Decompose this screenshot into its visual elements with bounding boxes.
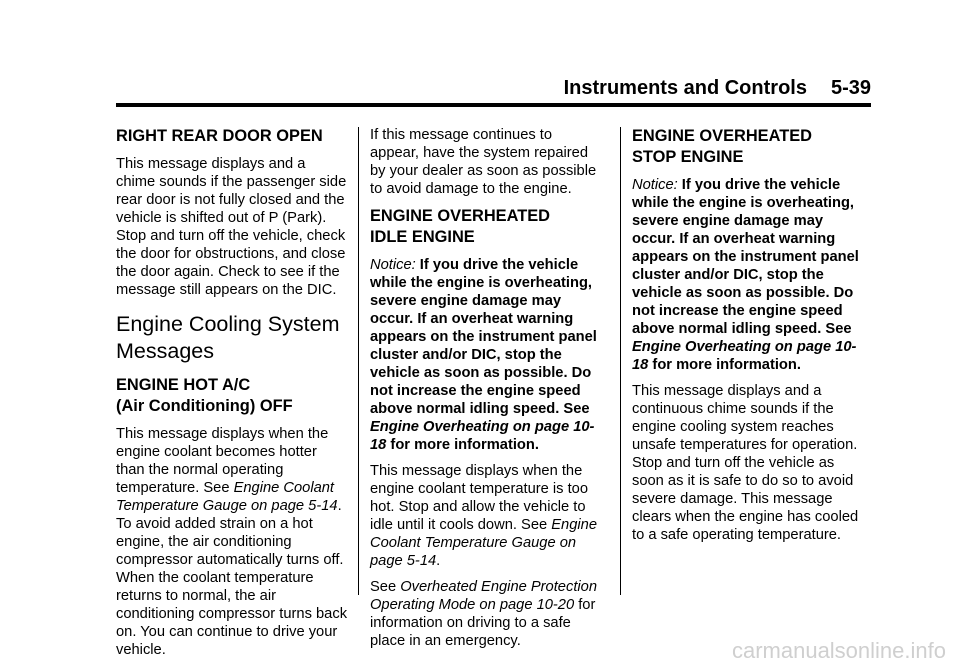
- paragraph-right-rear-door: This message displays and a chime sounds if the passenger side rear door is not fully closed and the vehicle is shifted out of P (Park). Stop and turn off the vehicle, check the door for obstructions, and close the door again. Check to see if the message still appears on the DIC.: [116, 156, 347, 298]
- column-middle: [370, 126, 602, 658]
- paragraph-engine-hot-ac: This message displays when the engine coolant becomes hotter than the normal operating temperature. See Engine Coolant Temperature Gauge on page 5-14. To avoid added strain on a hot engine, the air conditioning compressor automatically turns off. When the coolant temperature returns to normal, the air conditioning compressor turns back on. You can continue to drive your vehicle.: [116, 426, 348, 658]
- paragraph-see-protection: See Overheated Engine Protection Operating Mode on page 10-20 for information on driving to a safe place in an emergency.: [370, 579, 597, 649]
- notice-label: Notice:: [370, 257, 416, 273]
- paragraph-continue-to-appear: If this message continues to appear, have the system repaired by your dealer as soon as possible to avoid damage to the engine.: [370, 127, 597, 197]
- header-rule: [116, 103, 871, 107]
- paragraph-stop-engine: This message displays and a continuous chime sounds if the engine cooling system reaches unsafe temperatures for operation. Stop and turn off the vehicle as soon as it is safe to do so to avoid severe damage. This message clears when the engine has cooled to a safe operating temperature.: [632, 383, 859, 543]
- heading-engine-overheated-idle: ENGINE OVERHEATED IDLE ENGINE: [370, 207, 551, 246]
- cross-reference: Engine Coolant Temperature Gauge on page 5-14: [116, 480, 338, 514]
- watermark: carmanualsonline.info: [731, 638, 946, 663]
- heading-engine-overheated-stop: ENGINE OVERHEATED STOP ENGINE: [632, 127, 813, 166]
- cross-reference: Engine Coolant Temperature Gauge on page 5-14: [370, 517, 597, 569]
- section-title: Instruments and Controls: [563, 77, 807, 99]
- cross-reference: Engine Overheating on page 10-18: [370, 419, 595, 453]
- heading-engine-hot-ac: ENGINE HOT A/C (Air Conditioning) OFF: [116, 376, 293, 415]
- cross-reference: Engine Overheating on page 10-18: [632, 339, 857, 373]
- column-left: [116, 126, 348, 667]
- paragraph-idle-engine: This message displays when the engine coolant temperature is too hot. Stop and allow the vehicle to idle until it cools down. See Engine Coolant Temperature Gauge on page 5-14.: [370, 463, 597, 569]
- column-divider: [358, 127, 359, 595]
- page-header: [116, 76, 871, 100]
- cross-reference: Overheated Engine Protection Operating Mode on page 10-20: [370, 579, 597, 613]
- column-right: [632, 126, 864, 552]
- notice-stop: Notice: If you drive the vehicle while the engine is overheating, severe engine damage may occur. If an overheat warning appears on the instrument panel cluster and/or DIC, stop the vehicle as soon as possible. Do not increase the engine speed above normal idling speed. See Engine Overheating on page 10-18 for more information.: [632, 177, 859, 373]
- notice-label: Notice:: [632, 177, 678, 193]
- section-heading-engine-cooling: Engine Cooling System Messages: [116, 312, 340, 363]
- page-number: 5-39: [830, 77, 871, 99]
- notice-idle: Notice: If you drive the vehicle while the engine is overheating, severe engine damage may occur. If an overheat warning appears on the instrument panel cluster and/or DIC, stop the vehicle as soon as possible. Do not increase the engine speed above normal idling speed. See Engine Overheating on page 10-18 for more information.: [370, 257, 597, 453]
- heading-right-rear-door-open: RIGHT REAR DOOR OPEN: [116, 127, 323, 145]
- column-divider: [620, 127, 621, 595]
